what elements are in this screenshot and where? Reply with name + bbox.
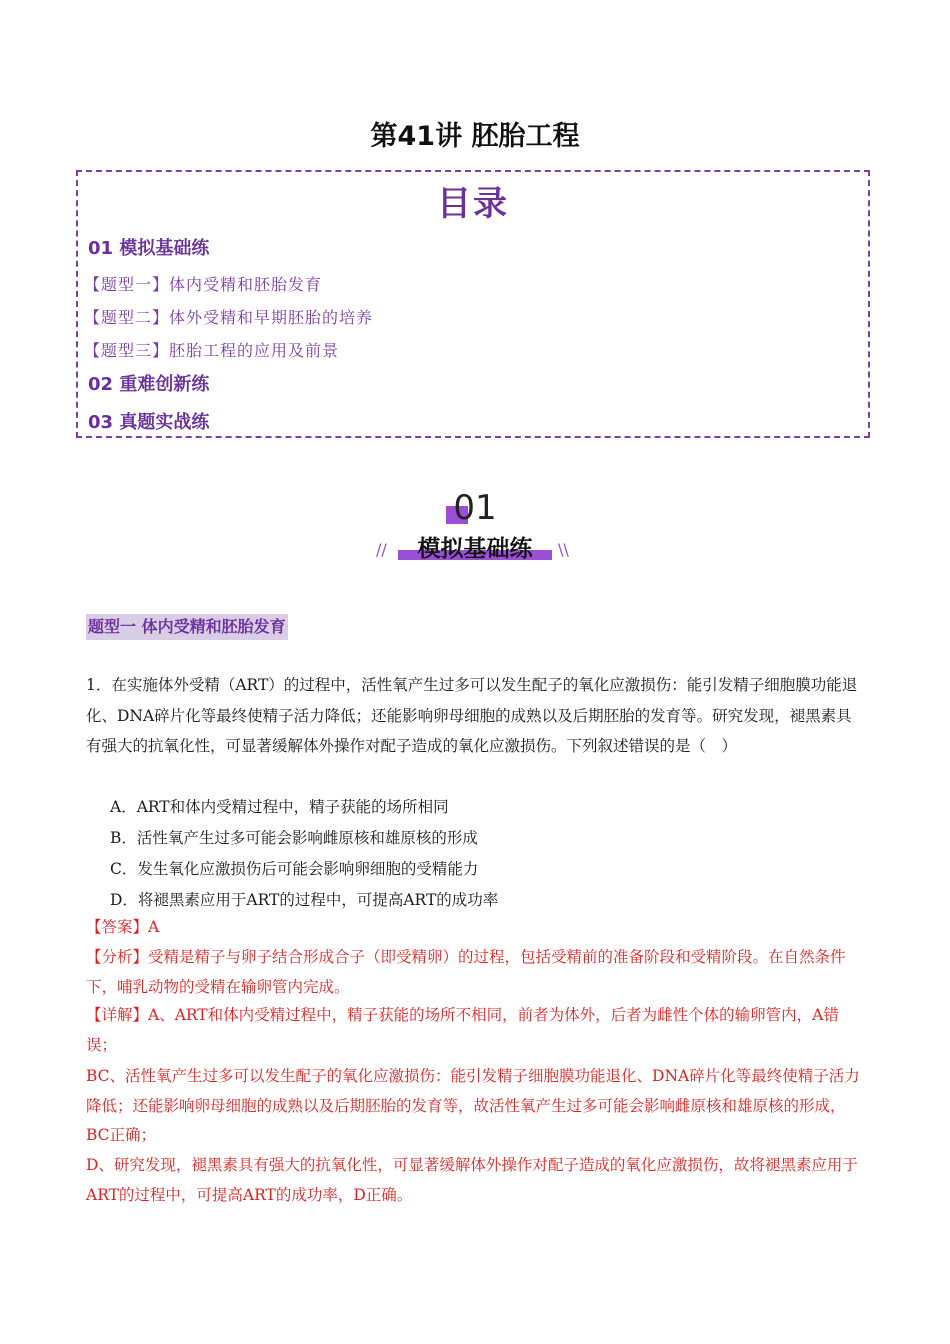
table-of-contents [76, 170, 870, 438]
question-type-heading: 题型一 体内受精和胚胎发育 [86, 614, 288, 640]
toc-item-type-1[interactable]: 【题型一】体内受精和胚胎发育 [84, 275, 323, 294]
question-stem: 1．在实施体外受精（ART）的过程中，活性氧产生过多可以发生配子的氧化应激损伤：能引发精子细胞膜功能退化、DNA碎片化等最终使精子活力降低；还能影响卵母细胞的成熟以及后期胚胎的发育等。研究发现，褪黑素具有强大的抗氧化性，可显著缓解体外操作对配子造成的氧化应激损伤。下列叙述错误的是（ ） [86, 676, 858, 755]
backslash-decoration-icon: \\ [558, 540, 569, 559]
analysis: 【分析】受精是精子与卵子结合形成合子（即受精卵）的过程，包括受精前的准备阶段和受精阶段。在自然条件下，哺乳动物的受精在输卵管内完成。 [86, 948, 846, 996]
toc-heading: 目录 [437, 184, 509, 224]
option-d: D．将褪黑素应用于ART的过程中，可提高ART的成功率 [110, 891, 499, 909]
option-a: A．ART和体内受精过程中，精子获能的场所相同 [110, 798, 449, 816]
toc-item-type-2[interactable]: 【题型二】体外受精和早期胚胎的培养 [84, 308, 374, 327]
option-b: B．活性氧产生过多可能会影响雌原核和雄原核的形成 [110, 829, 478, 847]
toc-section-01[interactable]: 01 模拟基础练 [88, 238, 210, 259]
detail-a: 【详解】A、ART和体内受精过程中，精子获能的场所不相同，前者为体外，后者为雌性个体的输卵管内，A错误； [86, 1006, 839, 1054]
detail-bc: BC、活性氧产生过多可以发生配子的氧化应激损伤：能引发精子细胞膜功能退化、DNA碎片化等最终使精子活力降低；还能影响卵母细胞的成熟以及后期胚胎的发育等，故活性氧产生过多可能会影响雌原核和雄原核的形成，BC正确； [86, 1067, 860, 1144]
banner-number: 01 [453, 488, 497, 528]
toc-section-03[interactable]: 03 真题实战练 [88, 412, 210, 433]
slash-decoration-icon: // [376, 540, 387, 559]
option-c: C．发生氧化应激损伤后可能会影响卵细胞的受精能力 [110, 860, 479, 878]
toc-item-type-3[interactable]: 【题型三】胚胎工程的应用及前景 [84, 341, 340, 360]
banner-label: 模拟基础练 [417, 536, 533, 562]
section-banner [370, 488, 580, 568]
toc-section-02[interactable]: 02 重难创新练 [88, 374, 210, 395]
answer: 【答案】A [86, 918, 160, 936]
page-title: 第41讲 胚胎工程 [370, 121, 580, 152]
detail-d: D、研究发现，褪黑素具有强大的抗氧化性，可显著缓解体外操作对配子造成的氧化应激损伤，故将褪黑素应用于ART的过程中，可提高ART的成功率，D正确。 [86, 1156, 858, 1204]
